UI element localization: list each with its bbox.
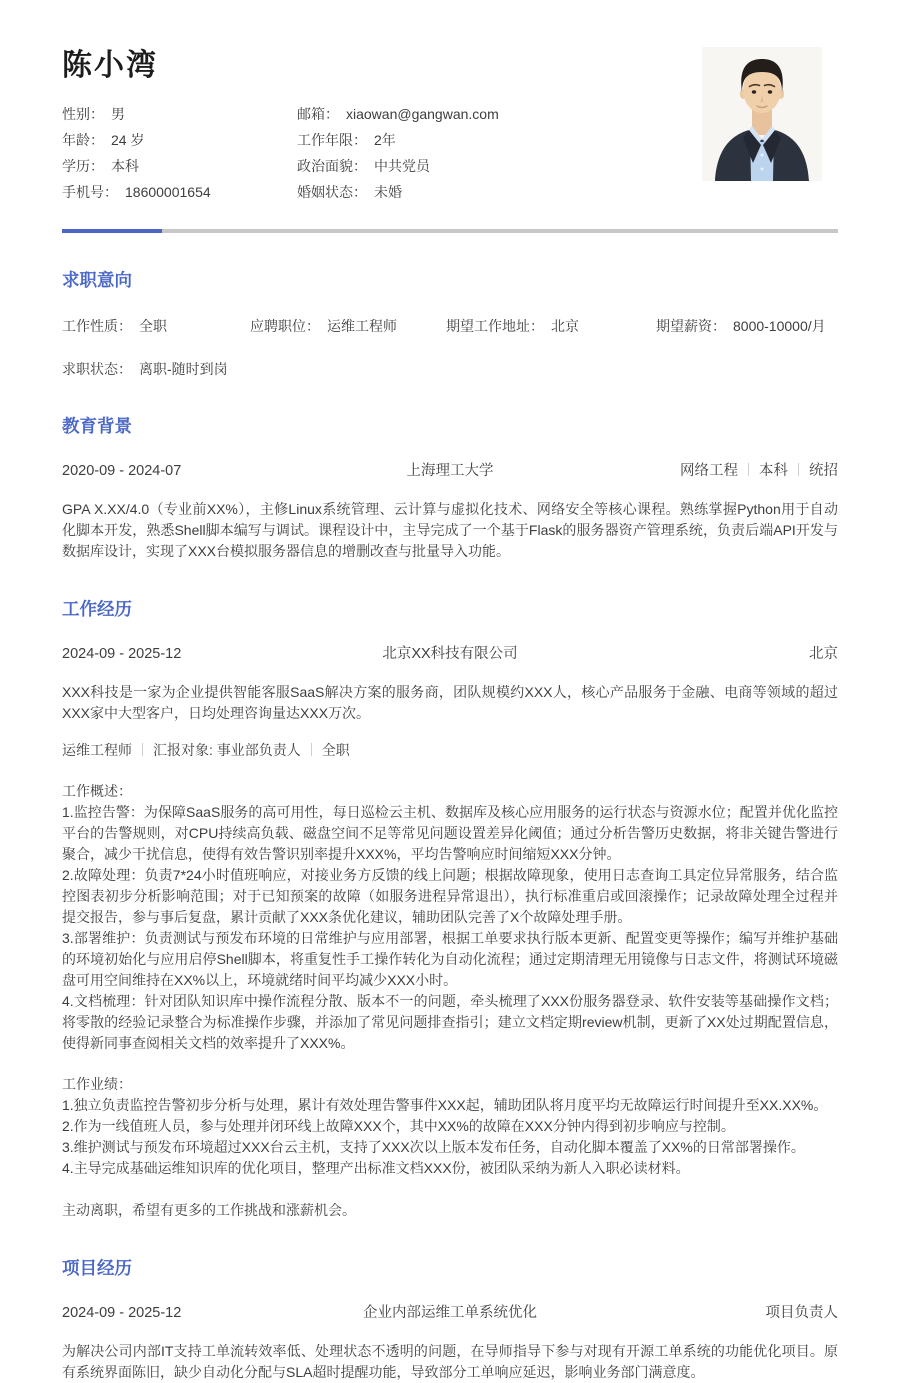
profile-field-education (62, 153, 297, 179)
separator-bar (311, 743, 312, 756)
field-label: 应聘职位： (250, 318, 320, 334)
field-value: xiaowan@gangwan.com (346, 106, 499, 122)
profile-field-age (62, 127, 297, 153)
education-enrollment: 统招 (809, 463, 838, 479)
profile-field-marital-status (297, 179, 657, 205)
section-title-job-intent: 求职意向 (62, 270, 132, 290)
field-value: 离职-随时到岗 (139, 361, 228, 377)
field-label: 工作年限： (297, 132, 367, 148)
field-value: 北京 (551, 318, 579, 334)
project-role: 项目负责人 (765, 1305, 838, 1321)
separator-bar (748, 463, 749, 476)
work-role-row (62, 740, 838, 761)
work-meta-row (62, 644, 838, 664)
work-achievements-block (62, 1074, 838, 1179)
work-overview-item: 3.部署维护：负责测试与预发布环境的日常维护与应用部署，根据工单要求执行版本更新、配置变更等操作；编写并维护基础的环境初始化与应用启停Shell脚本，将重复性手工操作转化为自动化流程；通过定期清理无用镜像与日志文件，将测试环境磁盘可用空间维持在XX%以上，环境就绪时间平均减少XXX小时。 (62, 930, 838, 988)
resume-header (62, 0, 838, 205)
work-overview-block (62, 781, 838, 1054)
separator-bar (142, 743, 143, 756)
field-label: 期望工作地址： (446, 318, 544, 334)
field-value: 运维工程师 (327, 318, 397, 334)
work-overview-label: 工作概述： (62, 783, 132, 799)
work-achievement-item: 1.独立负责监控告警初步分析与处理，累计有效处理告警事件XXX起，辅助团队将月度平均无故障运行时间提升至XX.XX%。 (62, 1097, 828, 1113)
work-achievement-item: 3.维护测试与预发布环境超过XXX台云主机，支持了XXX次以上版本发布任务，自动化脚本覆盖了XX%的日常部署操作。 (62, 1139, 805, 1155)
work-employment-type: 全职 (321, 742, 350, 758)
work-period: 2024-09 - 2025-12 (62, 646, 182, 662)
field-label: 期望薪资： (656, 318, 726, 334)
education-school: 上海理工大学 (406, 463, 494, 479)
profile-info-grid (62, 101, 662, 205)
intent-field-salary (656, 316, 838, 336)
intent-field-location (446, 316, 656, 336)
field-value: 8000-10000/月 (733, 318, 826, 334)
intent-field-position (250, 316, 446, 336)
education-major: 网络工程 (680, 463, 738, 479)
header-divider-accent (62, 229, 162, 233)
field-value: 2年 (374, 132, 396, 148)
project-name: 企业内部运维工单系统优化 (363, 1305, 537, 1321)
profile-photo (702, 47, 822, 181)
education-tags (494, 461, 839, 481)
field-label: 政治面貌： (297, 158, 367, 174)
field-value: 18600001654 (125, 184, 211, 200)
field-value: 中共党员 (374, 158, 430, 174)
header-divider (62, 229, 838, 233)
work-overview-item: 4.文档梳理：针对团队知识库中操作流程分散、版本不一的问题，牵头梳理了XXX份服务器登录、软件安装等基础操作文档；将零散的经验记录整合为标准操作步骤，并添加了常见问题排查指引；建立文档定期review机制，更新了XX处过期配置信息，使得新同事查阅相关文档的效率提升了XXX%。 (62, 993, 838, 1051)
education-meta-row (62, 461, 838, 481)
section-title-education: 教育背景 (62, 416, 132, 436)
section-project-experience (62, 1258, 838, 1383)
separator-bar (798, 463, 799, 476)
candidate-name: 陈小湾 (62, 49, 158, 82)
field-value: 男 (111, 106, 125, 122)
project-meta-row (62, 1303, 838, 1323)
intent-field-job-type (62, 316, 250, 336)
field-value: 未婚 (374, 184, 402, 200)
work-company: 北京XX科技有限公司 (382, 646, 518, 662)
field-label: 年龄： (62, 132, 104, 148)
field-label: 性别： (62, 106, 104, 122)
education-degree: 本科 (759, 463, 788, 479)
project-description: 为解决公司内部IT支持工单流转效率低、处理状态不透明的问题，在导师指导下参与对现有开源工单系统的功能优化项目。原有系统界面陈旧，缺少自动化分配与SLA超时提醒功能，导致部分工单响应延迟，影响业务部门满意度。 (62, 1343, 838, 1380)
field-label: 婚姻状态： (297, 184, 367, 200)
job-intent-row (62, 316, 838, 336)
section-education (62, 416, 838, 562)
field-label: 学历： (62, 158, 104, 174)
field-label: 工作性质： (62, 318, 132, 334)
work-achievements-label: 工作业绩： (62, 1076, 132, 1092)
profile-field-phone (62, 179, 297, 205)
work-achievement-item: 4.主导完成基础运维知识库的优化项目，整理产出标准文档XXX份，被团队采纳为新人入职必读材料。 (62, 1160, 690, 1176)
profile-field-political-status (297, 153, 657, 179)
work-location: 北京 (809, 646, 838, 662)
section-work-experience (62, 599, 838, 1221)
field-value: 24 岁 (111, 132, 145, 148)
intent-field-status (62, 359, 838, 379)
field-label: 手机号： (62, 184, 118, 200)
section-title-project: 项目经历 (62, 1258, 132, 1278)
work-role: 运维工程师 (62, 742, 132, 758)
work-overview-item: 1.监控告警：为保障SaaS服务的高可用性，每日巡检云主机、数据库及核心应用服务的运行状态与资源水位；配置并优化监控平台的告警规则，对CPU持续高负载、磁盘空间不足等常见问题设置差异化阈值；通过分析告警历史数据，将非关键告警进行聚合，减少干扰信息，使得有效告警识别率提升XXX%，平均告警响应时间缩短XXX分钟。 (62, 804, 838, 862)
work-overview-item: 2.故障处理：负责7*24小时值班响应，对接业务方反馈的线上问题；根据故障现象，使用日志查询工具定位异常服务，结合监控图表初步分析影响范围；对于已知预案的故障（如服务进程异常退出），执行标准重启或回滚操作；记录故障处理全过程并提交报告，参与事后复盘，累计贡献了XXX条优化建议，辅助团队完善了X个故障处理手册。 (62, 867, 838, 925)
section-title-work: 工作经历 (62, 599, 132, 619)
project-period: 2024-09 - 2025-12 (62, 1305, 182, 1321)
avatar-illustration (702, 47, 822, 181)
work-achievement-item: 2.作为一线值班人员，参与处理并闭环线上故障XXX个，其中XX%的故障在XXX分钟内得到初步响应与控制。 (62, 1118, 735, 1134)
education-period: 2020-09 - 2024-07 (62, 463, 182, 479)
field-value: 全职 (139, 318, 167, 334)
education-description: GPA X.XX/4.0（专业前XX%），主修Linux系统管理、云计算与虚拟化技术、网络安全等核心课程。熟练掌握Python用于自动化脚本开发，熟悉Shell脚本编写与调试。课程设计中，主导完成了一个基于Flask的服务器资产管理系统，负责后端API开发与数据库设计，实现了XXX台模拟服务器信息的增删改查与批量导入功能。 (62, 501, 838, 559)
section-job-intent (62, 270, 838, 379)
work-leave-reason: 主动离职，希望有更多的工作挑战和涨薪机会。 (62, 1202, 356, 1218)
work-report-to: 汇报对象: 事业部负责人 (153, 742, 301, 758)
field-label: 邮箱： (297, 106, 339, 122)
profile-field-gender (62, 101, 297, 127)
work-company-intro: XXX科技是一家为企业提供智能客服SaaS解决方案的服务商，团队规模约XXX人，核心产品服务于金融、电商等领域的超过XXX家中大型客户，日均处理咨询量达XXX万次。 (62, 684, 838, 721)
field-label: 求职状态： (62, 361, 132, 377)
profile-field-email (297, 101, 657, 127)
field-value: 本科 (111, 158, 139, 174)
profile-field-experience-years (297, 127, 657, 153)
